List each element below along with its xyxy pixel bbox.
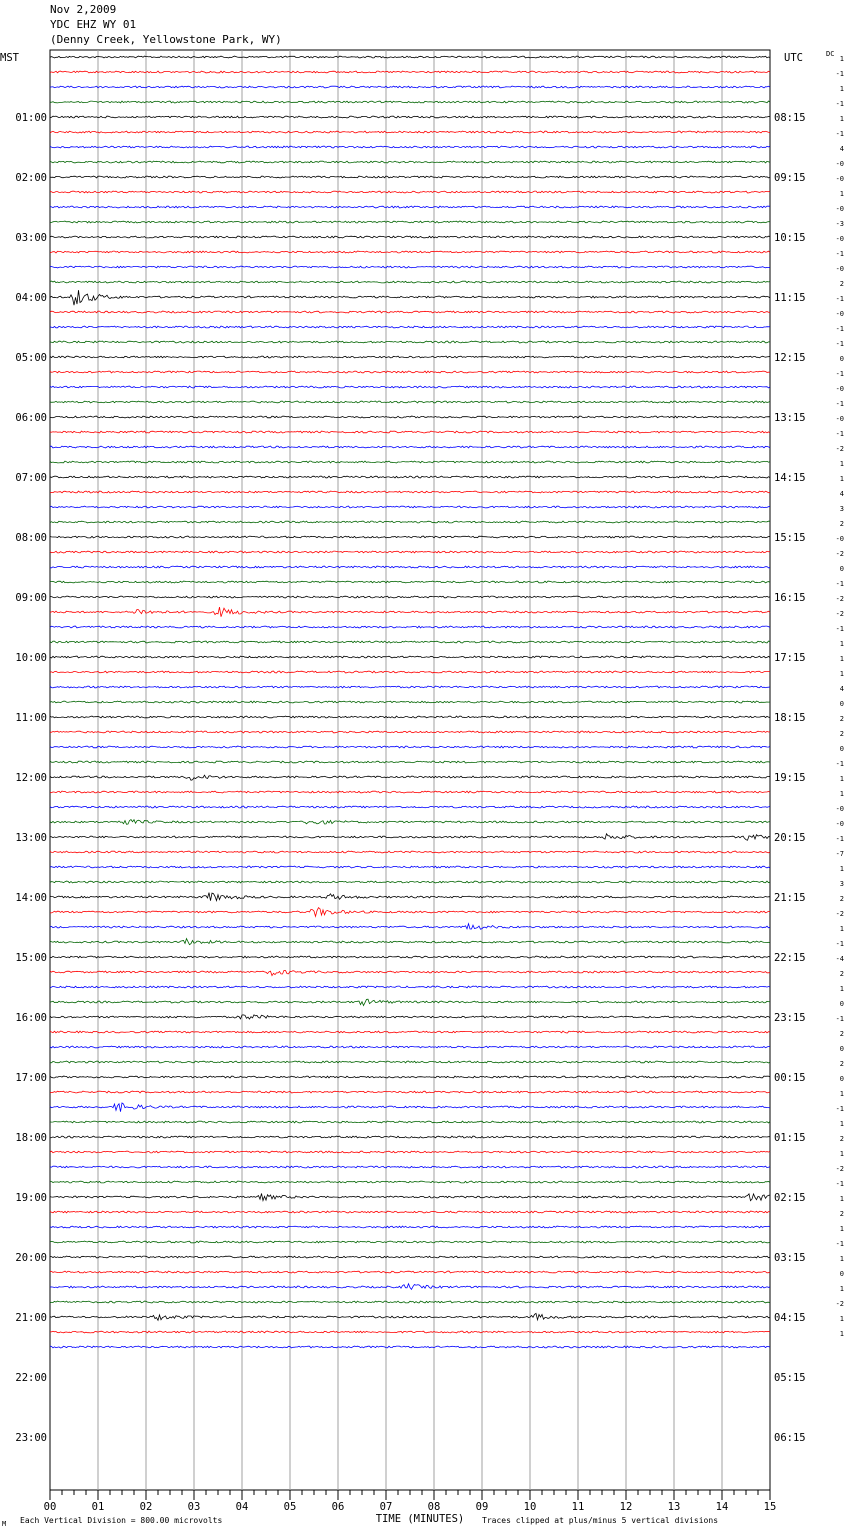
trace-black	[50, 716, 770, 718]
hour-label-right: 22:15	[774, 952, 806, 964]
hour-label-left: 01:00	[15, 112, 47, 124]
dc-offset-label: -0	[835, 535, 844, 543]
dc-offset-label: 2	[839, 1030, 844, 1038]
trace-green	[50, 461, 770, 463]
x-tick-label: 06	[331, 1501, 345, 1513]
x-tick-label: 09	[475, 1501, 489, 1513]
trace-blue	[50, 1226, 770, 1228]
dc-offset-label: 1	[839, 55, 844, 63]
dc-header: DC	[826, 50, 835, 58]
trace-blue	[50, 1284, 770, 1290]
station-code: YDC EHZ WY 01	[50, 18, 137, 31]
trace-green	[50, 281, 770, 283]
dc-offset-label: 1	[839, 790, 844, 798]
hour-label-right: 03:15	[774, 1252, 806, 1264]
dc-offset-label: 1	[839, 1090, 844, 1098]
dc-offset-label: 0	[839, 745, 844, 753]
trace-red	[50, 791, 770, 793]
trace-black	[50, 416, 770, 418]
corner-mark: M	[2, 1520, 7, 1528]
trace-black	[50, 956, 770, 958]
hour-label-left: 15:00	[15, 952, 47, 964]
dc-offset-label: -2	[835, 910, 844, 918]
dc-offset-label: 2	[839, 280, 844, 288]
trace-green	[50, 1061, 770, 1063]
dc-offset-label: -1	[835, 835, 844, 843]
trace-blue	[50, 326, 770, 328]
hour-label-right: 19:15	[774, 772, 806, 784]
chart-date: Nov 2,2009	[50, 3, 117, 16]
dc-offset-label: 1	[839, 115, 844, 123]
trace-black	[50, 356, 770, 358]
dc-offset-label: 1	[839, 190, 844, 198]
trace-black	[50, 596, 770, 598]
x-tick-label: 08	[427, 1501, 441, 1513]
x-tick-label: 05	[283, 1501, 297, 1513]
trace-red	[50, 191, 770, 193]
hour-label-left: 11:00	[15, 712, 47, 724]
hour-label-left: 21:00	[15, 1312, 47, 1324]
dc-offset-label: -1	[835, 325, 844, 333]
trace-blue	[50, 924, 770, 930]
trace-red	[50, 491, 770, 493]
dc-offset-label: 2	[839, 1135, 844, 1143]
hour-label-right: 20:15	[774, 832, 806, 844]
trace-green	[50, 161, 770, 163]
hour-label-right: 00:15	[774, 1072, 806, 1084]
dc-offset-label: 3	[839, 880, 844, 888]
trace-blue	[50, 446, 770, 448]
dc-offset-label: -2	[835, 550, 844, 558]
hour-label-right: 02:15	[774, 1192, 806, 1204]
dc-offset-label: -1	[835, 1105, 844, 1113]
x-tick-label: 01	[91, 1501, 105, 1513]
trace-black	[50, 56, 770, 58]
x-tick-label: 02	[139, 1501, 153, 1513]
dc-offset-label: -0	[835, 235, 844, 243]
dc-offset-label: 4	[839, 490, 844, 498]
dc-offset-label: -2	[835, 445, 844, 453]
station-location: (Denny Creek, Yellowstone Park, WY)	[50, 33, 282, 46]
trace-red	[50, 1031, 770, 1033]
clip-note: Traces clipped at plus/minus 5 vertical divisions	[482, 1516, 719, 1525]
x-tick-label: 13	[667, 1501, 681, 1513]
dc-offset-label: -1	[835, 940, 844, 948]
dc-offset-label: 1	[839, 1255, 844, 1263]
trace-black	[50, 775, 770, 780]
trace-green	[50, 881, 770, 883]
trace-blue	[50, 86, 770, 88]
hour-label-left: 07:00	[15, 472, 47, 484]
trace-blue	[50, 686, 770, 688]
trace-red	[50, 1331, 770, 1333]
trace-blue	[50, 566, 770, 568]
hour-label-left: 14:00	[15, 892, 47, 904]
trace-black	[50, 1313, 770, 1320]
dc-offset-label: 1	[839, 1315, 844, 1323]
x-tick-label: 12	[619, 1501, 633, 1513]
dc-offset-label: 1	[839, 670, 844, 678]
trace-black	[50, 176, 770, 178]
dc-offset-label: 1	[839, 1150, 844, 1158]
dc-offset-label: -0	[835, 175, 844, 183]
trace-red	[50, 311, 770, 313]
dc-offset-label: -1	[835, 100, 844, 108]
trace-blue	[50, 146, 770, 148]
trace-black	[50, 116, 770, 118]
dc-offset-label: 1	[839, 640, 844, 648]
dc-offset-label: 1	[839, 865, 844, 873]
dc-offset-label: -0	[835, 415, 844, 423]
trace-green	[50, 1241, 770, 1243]
trace-red	[50, 671, 770, 673]
dc-offset-label: 4	[839, 685, 844, 693]
dc-offset-label: 0	[839, 1045, 844, 1053]
dc-offset-label: 0	[839, 1000, 844, 1008]
hour-label-right: 15:15	[774, 532, 806, 544]
hour-label-left: 23:00	[15, 1432, 47, 1444]
dc-offset-label: 1	[839, 1330, 844, 1338]
hour-label-left: 20:00	[15, 1252, 47, 1264]
dc-offset-label: -2	[835, 1300, 844, 1308]
hour-label-left: 10:00	[15, 652, 47, 664]
hour-label-right: 23:15	[774, 1012, 806, 1024]
trace-red	[50, 1091, 770, 1093]
trace-green	[50, 521, 770, 523]
x-tick-label: 11	[571, 1501, 585, 1513]
trace-red	[50, 431, 770, 433]
hour-label-right: 17:15	[774, 652, 806, 664]
dc-offset-label: 4	[839, 145, 844, 153]
trace-red	[50, 551, 770, 553]
dc-offset-label: 0	[839, 1075, 844, 1083]
dc-offset-label: 1	[839, 655, 844, 663]
trace-red	[50, 71, 770, 73]
trace-black	[50, 893, 770, 901]
x-tick-label: 07	[379, 1501, 393, 1513]
dc-offset-label: -3	[835, 220, 844, 228]
hour-label-right: 09:15	[774, 172, 806, 184]
dc-offset-label: -1	[835, 1240, 844, 1248]
trace-red	[50, 1271, 770, 1273]
trace-blue	[50, 1346, 770, 1348]
hour-label-left: 18:00	[15, 1132, 47, 1144]
dc-offset-label: -1	[835, 1015, 844, 1023]
trace-green	[50, 101, 770, 103]
dc-offset-label: -0	[835, 160, 844, 168]
dc-offset-label: -0	[835, 205, 844, 213]
trace-red	[50, 131, 770, 133]
dc-offset-label: 1	[839, 1225, 844, 1233]
dc-offset-label: -2	[835, 610, 844, 618]
dc-offset-label: 2	[839, 1060, 844, 1068]
dc-offset-label: 0	[839, 1270, 844, 1278]
trace-green	[50, 1181, 770, 1183]
trace-red	[50, 1151, 770, 1153]
trace-black	[50, 476, 770, 478]
trace-red	[50, 731, 770, 733]
dc-offset-label: -1	[835, 400, 844, 408]
dc-offset-label: -1	[835, 430, 844, 438]
dc-offset-label: 0	[839, 565, 844, 573]
hour-label-right: 08:15	[774, 112, 806, 124]
trace-green	[50, 1121, 770, 1123]
dc-offset-label: 2	[839, 1210, 844, 1218]
trace-red	[50, 908, 770, 917]
dc-offset-label: 2	[839, 895, 844, 903]
hour-label-right: 14:15	[774, 472, 806, 484]
hour-label-right: 21:15	[774, 892, 806, 904]
dc-offset-label: 1	[839, 1285, 844, 1293]
hour-label-right: 16:15	[774, 592, 806, 604]
dc-offset-label: -1	[835, 625, 844, 633]
trace-green	[50, 1301, 770, 1303]
trace-green	[50, 581, 770, 583]
trace-black	[50, 236, 770, 238]
dc-offset-label: 1	[839, 925, 844, 933]
dc-offset-label: 1	[839, 1195, 844, 1203]
hour-label-left: 06:00	[15, 412, 47, 424]
x-tick-label: 10	[523, 1501, 537, 1513]
trace-green	[50, 820, 770, 825]
trace-red	[50, 607, 770, 617]
trace-green	[50, 341, 770, 343]
dc-offset-label: -0	[835, 310, 844, 318]
hour-label-left: 17:00	[15, 1072, 47, 1084]
dc-offset-label: -1	[835, 760, 844, 768]
dc-offset-label: -1	[835, 295, 844, 303]
trace-blue	[50, 746, 770, 748]
hour-label-left: 19:00	[15, 1192, 47, 1204]
hour-label-left: 08:00	[15, 532, 47, 544]
trace-black	[50, 1076, 770, 1078]
trace-blue	[50, 866, 770, 868]
trace-black	[50, 290, 770, 305]
x-tick-label: 00	[43, 1501, 57, 1513]
hour-label-left: 16:00	[15, 1012, 47, 1024]
trace-green	[50, 701, 770, 703]
dc-offset-label: -1	[835, 1180, 844, 1188]
hour-label-left: 09:00	[15, 592, 47, 604]
dc-offset-label: -1	[835, 370, 844, 378]
dc-offset-label: 0	[839, 355, 844, 363]
dc-offset-label: -1	[835, 250, 844, 258]
trace-red	[50, 371, 770, 373]
dc-offset-label: -0	[835, 385, 844, 393]
hour-label-left: 22:00	[15, 1372, 47, 1384]
dc-offset-label: -1	[835, 580, 844, 588]
x-tick-label: 14	[715, 1501, 729, 1513]
hour-label-right: 05:15	[774, 1372, 806, 1384]
hour-label-left: 12:00	[15, 772, 47, 784]
trace-green	[50, 999, 770, 1005]
trace-blue	[50, 1166, 770, 1168]
trace-black	[50, 1015, 770, 1019]
trace-green	[50, 401, 770, 403]
dc-offset-label: 1	[839, 85, 844, 93]
hour-label-left: 03:00	[15, 232, 47, 244]
hour-label-right: 18:15	[774, 712, 806, 724]
hour-label-left: 02:00	[15, 172, 47, 184]
trace-black	[50, 1136, 770, 1138]
hour-label-left: 13:00	[15, 832, 47, 844]
dc-offset-label: 1	[839, 985, 844, 993]
dc-offset-label: 2	[839, 730, 844, 738]
hour-label-left: 05:00	[15, 352, 47, 364]
trace-blue	[50, 626, 770, 628]
dc-offset-label: -0	[835, 820, 844, 828]
dc-offset-label: -0	[835, 805, 844, 813]
trace-green	[50, 221, 770, 223]
dc-offset-label: 2	[839, 970, 844, 978]
hour-label-right: 10:15	[774, 232, 806, 244]
dc-offset-label: -1	[835, 70, 844, 78]
trace-blue	[50, 986, 770, 988]
hour-label-right: 04:15	[774, 1312, 806, 1324]
dc-offset-label: 1	[839, 460, 844, 468]
dc-offset-label: 2	[839, 715, 844, 723]
trace-black	[50, 536, 770, 538]
dc-offset-label: -4	[835, 955, 844, 963]
dc-offset-label: -7	[835, 850, 844, 858]
trace-green	[50, 761, 770, 763]
timezone-left: MST	[0, 52, 19, 64]
trace-black	[50, 656, 770, 658]
x-axis-label: TIME (MINUTES)	[375, 1513, 465, 1525]
trace-green	[50, 641, 770, 643]
trace-red	[50, 851, 770, 853]
trace-blue	[50, 266, 770, 268]
x-tick-label: 03	[187, 1501, 201, 1513]
dc-offset-label: 1	[839, 475, 844, 483]
dc-offset-label: 1	[839, 775, 844, 783]
hour-label-right: 01:15	[774, 1132, 806, 1144]
dc-offset-label: -1	[835, 130, 844, 138]
dc-offset-label: -0	[835, 265, 844, 273]
trace-blue	[50, 206, 770, 208]
dc-offset-label: 2	[839, 520, 844, 528]
trace-black	[50, 834, 770, 840]
hour-label-right: 11:15	[774, 292, 806, 304]
trace-blue	[50, 506, 770, 508]
trace-black	[50, 1194, 770, 1201]
x-tick-label: 04	[235, 1501, 249, 1513]
trace-red	[50, 251, 770, 253]
hour-label-left: 04:00	[15, 292, 47, 304]
hour-label-right: 13:15	[774, 412, 806, 424]
dc-offset-label: 1	[839, 1120, 844, 1128]
dc-offset-label: 3	[839, 505, 844, 513]
dc-offset-label: -2	[835, 1165, 844, 1173]
trace-blue	[50, 1046, 770, 1048]
hour-label-right: 06:15	[774, 1432, 806, 1444]
trace-red	[50, 1211, 770, 1213]
x-tick-label: 15	[763, 1501, 777, 1513]
trace-blue	[50, 1103, 770, 1112]
trace-blue	[50, 806, 770, 808]
trace-green	[50, 939, 770, 945]
hour-label-right: 12:15	[774, 352, 806, 364]
trace-blue	[50, 386, 770, 388]
scale-note: Each Vertical Division = 800.00 microvolts	[20, 1516, 223, 1525]
dc-offset-label: -1	[835, 340, 844, 348]
dc-offset-label: 0	[839, 700, 844, 708]
dc-offset-label: -2	[835, 595, 844, 603]
timezone-right: UTC	[784, 52, 803, 64]
trace-red	[50, 970, 770, 975]
trace-black	[50, 1256, 770, 1258]
